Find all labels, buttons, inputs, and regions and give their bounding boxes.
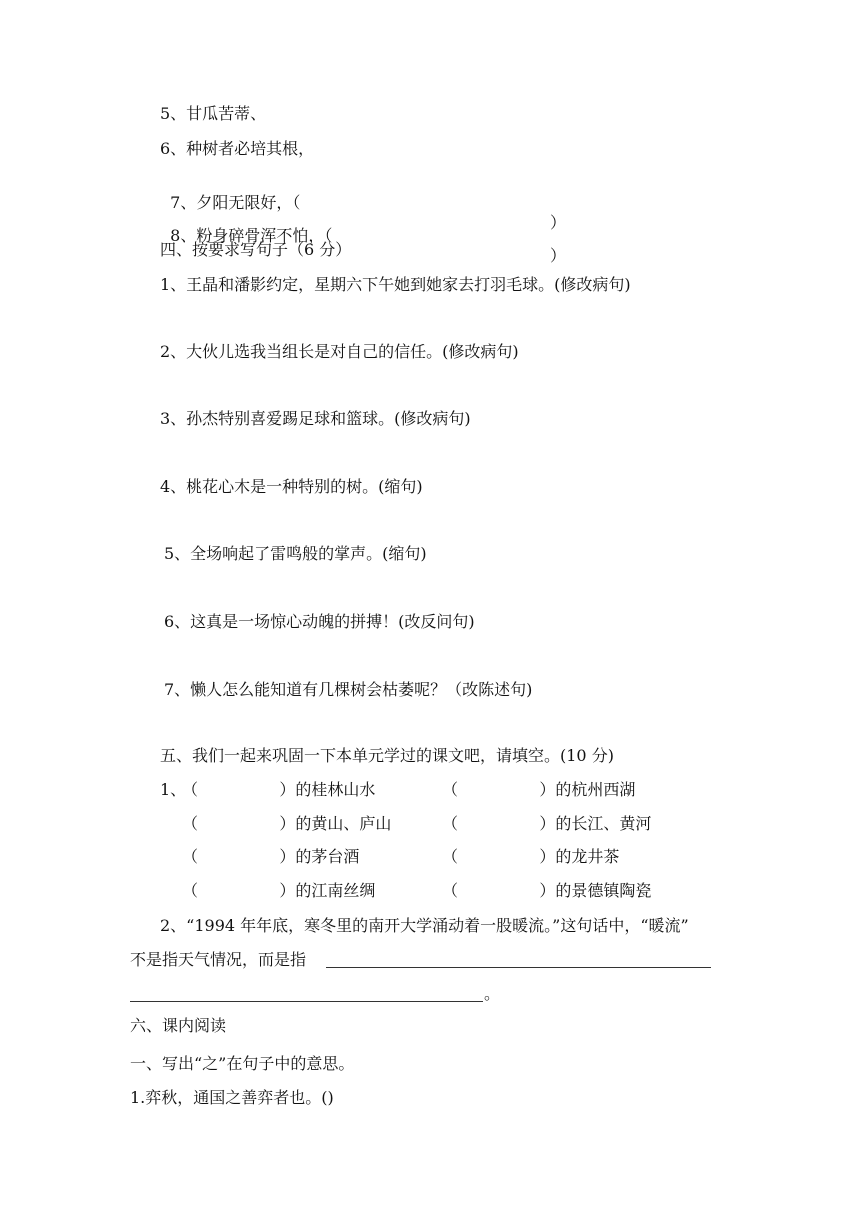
section-4-item-4: 4、桃花心木是一种特别的树。(缩句) — [160, 477, 423, 496]
section-6-q1: 1.弈秋，通国之善弈者也。() — [130, 1088, 334, 1107]
fill-row-2-right: （ ）的长江、黄河 — [442, 814, 652, 833]
fill-row-4-right: （ ）的景德镇陶瓷 — [442, 881, 652, 900]
section-4-item-6: 6、这真是一场惊心动魄的拼搏！(改反问句) — [164, 612, 475, 631]
section-4-item-1: 1、王晶和潘影约定，星期六下午她到她家去打羽毛球。(修改病句) — [160, 275, 631, 294]
section-5-q2-line-1: 2、“1994 年年底，寒冬里的南开大学涌动着一股暖流。”这句话中，“暖流” — [160, 916, 689, 935]
section-5-title: 五、我们一起来巩固一下本单元学过的课文吧，请填空。(10 分) — [160, 746, 614, 765]
section-5-q2-line-2: 不是指天气情况，而是指 — [130, 950, 307, 969]
section-6-title: 六、课内阅读 — [130, 1016, 227, 1035]
fill-row-3-right: （ ）的龙井茶 — [442, 847, 620, 866]
poem-item-8-close: ） — [550, 246, 567, 265]
poem-item-8-text: 8、粉身碎骨浑不怕，（ — [170, 226, 333, 245]
section-4-item-3: 3、孙杰特别喜爱踢足球和篮球。(修改病句) — [160, 409, 471, 428]
section-5-q1-prefix: 1、 — [160, 780, 187, 799]
section-6-sub-1: 一、写出“之”在句子中的意思。 — [130, 1054, 355, 1073]
poem-item-6: 6、种树者必培其根， — [160, 139, 315, 158]
answer-blank-line-2 — [130, 1001, 483, 1002]
fill-row-1-left: （ ）的桂林山水 — [182, 780, 376, 799]
poem-item-5: 5、甘瓜苦蒂、 — [160, 104, 267, 123]
fill-row-3-left: （ ）的茅台酒 — [182, 847, 360, 866]
answer-blank-line-1 — [326, 967, 711, 968]
poem-item-7-close: ） — [550, 213, 567, 232]
fill-row-4-left: （ ）的江南丝绸 — [182, 881, 376, 900]
section-4-title: 四、按要求写句子（6 分） — [160, 240, 352, 259]
poem-item-7-text: 7、夕阳无限好，（ — [170, 193, 301, 212]
section-4-item-5: 5、全场响起了雷鸣般的掌声。(缩句) — [164, 544, 427, 563]
section-4-item-2: 2、大伙儿选我当组长是对自己的信任。(修改病句) — [160, 342, 519, 361]
section-4-item-7: 7、懒人怎么能知道有几棵树会枯萎呢？（改陈述句) — [164, 680, 533, 699]
fill-row-2-left: （ ）的黄山、庐山 — [182, 814, 392, 833]
fill-row-1-right: （ ）的杭州西湖 — [442, 780, 636, 799]
section-5-q2-end: 。 — [484, 984, 501, 1003]
